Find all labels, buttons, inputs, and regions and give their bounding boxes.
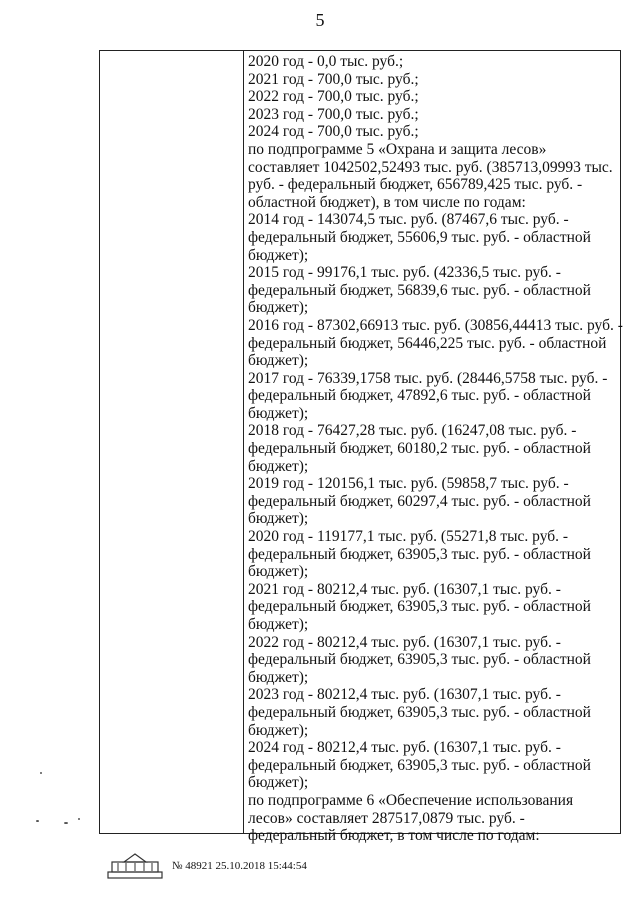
- text-line: федеральный бюджет, в том числе по годам:: [248, 827, 540, 845]
- text-line: по подпрограмме 6 «Обеспечение использования: [248, 791, 574, 809]
- text-line: 2024 год - 700,0 тыс. руб.;: [248, 123, 419, 141]
- text-line: федеральный бюджет, 55606,9 тыс. руб. - областной: [248, 228, 591, 246]
- text-line: бюджет);: [248, 246, 309, 264]
- text-line: 2020 год - 119177,1 тыс. руб. (55271,8 тыс. руб. -: [248, 528, 569, 546]
- text-line: федеральный бюджет, 56446,225 тыс. руб. - областной: [248, 334, 607, 352]
- text-line: федеральный бюджет, 63905,3 тыс. руб. - областной: [248, 703, 591, 721]
- text-line: бюджет);: [248, 510, 309, 528]
- text-line: 2021 год - 80212,4 тыс. руб. (16307,1 тыс. руб. -: [248, 580, 561, 598]
- text-line: 2022 год - 80212,4 тыс. руб. (16307,1 тыс. руб. -: [248, 633, 561, 651]
- text-line: бюджет);: [248, 774, 309, 792]
- text-line: 2017 год - 76339,1758 тыс. руб. (28446,5758 тыс. руб. -: [248, 369, 608, 387]
- text-line: составляет 1042502,52493 тыс. руб. (385713,09993 тыс.: [248, 158, 613, 176]
- scan-speck: [64, 822, 68, 824]
- text-line: по подпрограмме 5 «Охрана и защита лесов»: [248, 140, 547, 158]
- text-line: областной бюджет), в том числе по годам:: [248, 193, 526, 211]
- scan-speck: [36, 820, 39, 822]
- text-line: 2023 год - 80212,4 тыс. руб. (16307,1 тыс. руб. -: [248, 686, 561, 704]
- text-line: 2014 год - 143074,5 тыс. руб. (87467,6 тыс. руб. -: [248, 211, 569, 229]
- text-line: бюджет);: [248, 668, 309, 686]
- text-line: бюджет);: [248, 721, 309, 739]
- table-text-cell: [248, 53, 623, 845]
- text-line: 2021 год - 700,0 тыс. руб.;: [248, 70, 419, 88]
- column-divider: [243, 51, 244, 833]
- scan-speck: [78, 818, 80, 820]
- text-line: федеральный бюджет, 47892,6 тыс. руб. - областной: [248, 387, 591, 405]
- text-line: бюджет);: [248, 352, 309, 370]
- text-line: федеральный бюджет, 60180,2 тыс. руб. - областной: [248, 440, 591, 458]
- text-line: федеральный бюджет, 56839,6 тыс. руб. - областной: [248, 281, 591, 299]
- text-line: 2023 год - 700,0 тыс. руб.;: [248, 105, 419, 123]
- building-emblem-icon: [106, 852, 164, 880]
- text-line: бюджет);: [248, 616, 309, 633]
- text-line: 2024 год - 80212,4 тыс. руб. (16307,1 тыс. руб. -: [248, 739, 561, 757]
- text-line: 2019 год - 120156,1 тыс. руб. (59858,7 тыс. руб. -: [248, 475, 569, 493]
- text-line: федеральный бюджет, 63905,3 тыс. руб. - областной: [248, 598, 591, 616]
- text-line: федеральный бюджет, 63905,3 тыс. руб. - областной: [248, 756, 591, 774]
- text-line: руб. - федеральный бюджет, 656789,425 тыс. руб. -: [248, 176, 583, 194]
- document-footer: [106, 852, 307, 880]
- page-number: 5: [315, 10, 325, 30]
- text-line: бюджет);: [248, 404, 309, 422]
- text-line: федеральный бюджет, 60297,4 тыс. руб. - областной: [248, 492, 591, 510]
- text-line: федеральный бюджет, 63905,3 тыс. руб. - областной: [248, 545, 591, 563]
- document-table: [99, 50, 623, 845]
- text-line: 2020 год - 0,0 тыс. руб.;: [248, 53, 404, 70]
- text-line: 2022 год - 700,0 тыс. руб.;: [248, 88, 419, 106]
- text-line: 2016 год - 87302,66913 тыс. руб. (30856,44413 тыс. руб. -: [248, 316, 623, 334]
- text-line: лесов» составляет 287517,0879 тыс. руб. -: [248, 809, 525, 827]
- text-line: федеральный бюджет, 63905,3 тыс. руб. - областной: [248, 651, 591, 669]
- text-line: 2018 год - 76427,28 тыс. руб. (16247,08 тыс. руб. -: [248, 422, 577, 440]
- text-line: бюджет);: [248, 299, 309, 317]
- text-line: бюджет);: [248, 563, 309, 581]
- document-stamp: № 48921 25.10.2018 15:44:54: [172, 860, 307, 872]
- scan-speck: [40, 772, 42, 774]
- text-line: бюджет);: [248, 457, 309, 475]
- text-line: 2015 год - 99176,1 тыс. руб. (42336,5 тыс. руб. -: [248, 264, 561, 282]
